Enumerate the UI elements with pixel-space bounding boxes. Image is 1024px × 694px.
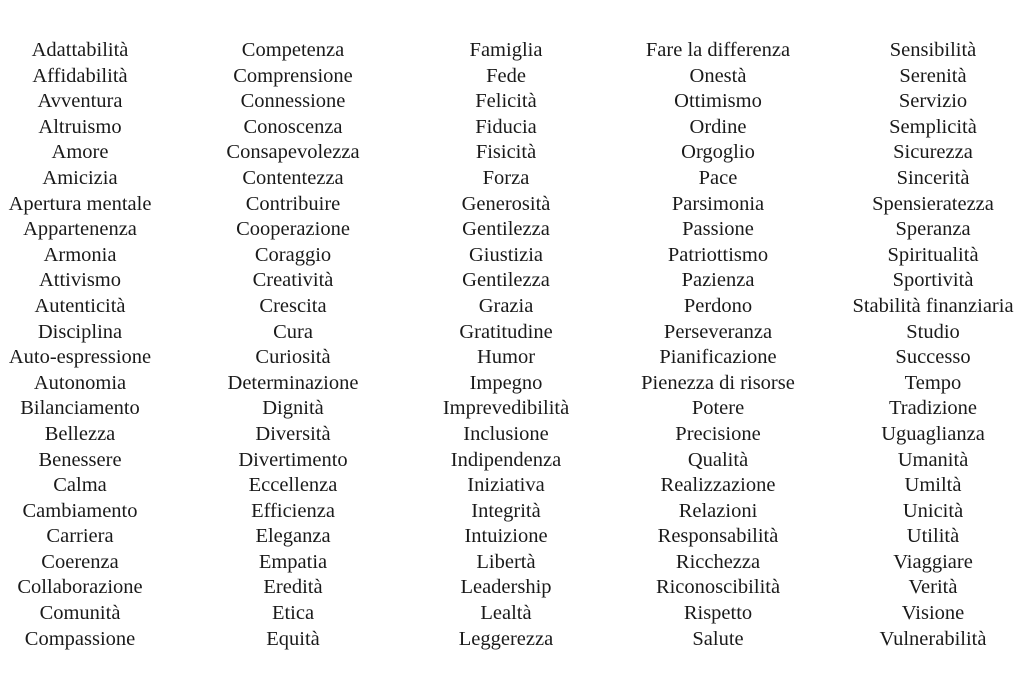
value-word: Cambiamento [22,499,138,522]
value-word: Stabilità finanziaria [852,294,1014,317]
value-word: Coraggio [254,243,332,266]
value-word: Verità [908,576,958,599]
value-word: Tempo [904,371,962,394]
value-word: Curiosità [255,346,331,369]
value-word: Onestà [689,64,747,87]
value-word: Giustizia [468,243,543,266]
value-word: Bellezza [44,422,116,445]
value-word: Rispetto [683,602,753,625]
value-word: Avventura [37,90,123,113]
value-word: Semplicità [889,115,977,138]
value-word: Etica [271,602,315,625]
value-word: Sensibilità [889,39,977,61]
value-word: Empatia [258,550,328,573]
value-word: Eleganza [255,525,331,548]
value-word: Determinazione [227,371,359,394]
value-word: Cooperazione [236,218,350,241]
value-word: Attivismo [38,269,121,292]
value-word: Compassione [24,627,136,650]
value-word: Auto-espressione [8,346,152,369]
value-word: Armonia [43,243,117,266]
value-word: Cura [273,320,313,343]
value-word: Eredità [263,576,323,599]
value-word: Efficienza [251,499,335,522]
value-word: Relazioni [678,499,758,522]
value-word: Amicizia [42,166,118,189]
value-word: Ordine [689,115,747,138]
value-word: Ricchezza [675,550,761,573]
value-word: Carriera [46,525,114,548]
value-word: Pazienza [681,269,755,292]
value-word: Affidabilità [32,64,128,87]
value-word: Utilità [906,525,960,548]
value-word: Leadership [460,576,552,599]
value-word: Calma [53,474,107,497]
value-word: Benessere [38,448,122,471]
value-word: Servizio [898,90,968,113]
value-word: Spensieratezza [872,192,994,215]
value-word: Consapevolezza [226,141,360,164]
value-word: Speranza [895,218,971,241]
value-word: Comunità [39,602,121,625]
value-word: Competenza [241,39,345,61]
value-word: Apertura mentale [8,192,152,215]
value-word: Crescita [259,294,327,317]
value-word: Passione [682,218,754,241]
value-word: Impegno [469,371,543,394]
value-word: Perdono [683,294,753,317]
value-word: Eccellenza [248,474,338,497]
value-word: Gentilezza [462,269,550,292]
value-word: Divertimento [238,448,348,471]
value-word: Diversità [255,422,331,445]
word-column-3 [426,38,586,652]
value-word: Pienezza di risorse [641,371,795,394]
value-word: Disciplina [37,320,123,343]
value-word: Appartenenza [23,218,137,241]
value-word: Creatività [252,269,334,292]
value-word: Responsabilità [657,525,779,548]
value-word: Fare la differenza [645,39,791,61]
value-word: Leggerezza [458,627,554,650]
value-word: Successo [895,346,971,369]
value-word: Viaggiare [893,550,973,573]
value-word: Grazia [478,294,534,317]
value-word: Connessione [240,90,346,113]
value-word: Pace [698,166,738,189]
value-word: Riconoscibilità [655,576,781,599]
value-word: Iniziativa [467,474,545,497]
value-word: Parsimonia [671,192,765,215]
value-word: Serenità [899,64,967,87]
value-word: Equità [266,627,320,650]
value-word: Inclusione [463,422,549,445]
value-word: Umanità [897,448,969,471]
value-word: Dignità [262,397,324,420]
value-word: Indipendenza [450,448,562,471]
value-word: Coerenza [41,550,119,573]
value-word: Ottimismo [674,90,762,113]
value-word: Vulnerabilità [879,627,987,650]
value-word: Uguaglianza [881,422,985,445]
word-column-5 [848,38,1018,652]
value-word: Visione [901,602,965,625]
value-word: Orgoglio [681,141,755,164]
word-column-4 [638,38,798,652]
value-word: Autonomia [33,371,127,394]
word-column-2 [213,38,373,652]
word-column-1 [0,38,160,652]
value-word: Patriottismo [667,243,769,266]
value-word: Gratitudine [459,320,553,343]
value-word: Sicurezza [893,141,973,164]
value-word: Precisione [675,422,761,445]
value-word: Humor [476,346,536,369]
value-word: Altruismo [38,115,122,138]
value-word: Salute [692,627,744,650]
value-word: Gentilezza [462,218,550,241]
value-word: Intuizione [464,525,548,548]
value-word: Comprensione [233,64,353,87]
value-word: Sincerità [896,166,970,189]
value-word: Umiltà [904,474,962,497]
value-word: Libertà [476,550,536,573]
value-word: Lealtà [480,602,532,625]
value-word: Adattabilità [31,39,129,61]
value-word: Pianificazione [659,346,777,369]
value-word: Fiducia [475,115,537,138]
value-word: Fisicità [475,141,537,164]
value-word: Fede [486,64,526,87]
value-word: Qualità [687,448,749,471]
value-word: Famiglia [469,39,543,61]
value-word: Bilanciamento [20,397,140,420]
value-word: Felicità [475,90,537,113]
value-word: Conoscenza [243,115,343,138]
value-word: Sportività [892,269,974,292]
value-word: Autenticità [34,294,126,317]
value-word: Integrità [471,499,541,522]
value-word: Forza [482,166,530,189]
value-word: Spiritualità [887,243,979,266]
value-word: Realizzazione [660,474,776,497]
value-word: Collaborazione [17,576,143,599]
values-word-list [0,38,1024,658]
value-word: Amore [51,141,109,164]
value-word: Contribuire [245,192,341,215]
value-word: Unicità [902,499,964,522]
value-word: Generosità [461,192,551,215]
value-word: Contentezza [242,166,344,189]
value-word: Perseveranza [663,320,773,343]
value-word: Potere [691,397,745,420]
value-word: Tradizione [888,397,978,420]
value-word: Imprevedibilità [442,397,570,420]
value-word: Studio [906,320,960,343]
